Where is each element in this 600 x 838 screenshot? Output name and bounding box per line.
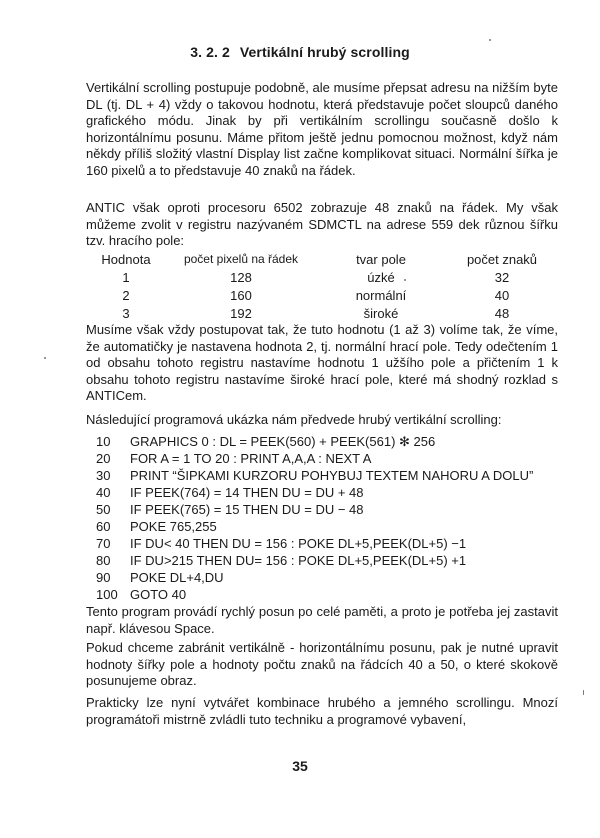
code-line xyxy=(96,535,533,552)
table-header: počet pixelů na řádek xyxy=(183,252,299,266)
paragraph-example-intro: Následující programová ukázka nám předvede hrubý vertikální scrolling: xyxy=(86,412,502,427)
table-cell: 2 xyxy=(122,287,130,303)
line-number: 20 xyxy=(96,451,111,466)
basic-program-listing xyxy=(96,433,533,603)
line-number: 70 xyxy=(96,536,111,551)
table-cell: úzké xyxy=(367,269,395,285)
table-cell: normální xyxy=(355,287,407,303)
line-statement: FOR A = 1 TO 20 : PRINT A,A,A : NEXT A xyxy=(130,451,372,466)
table-row xyxy=(86,268,558,286)
table-header-row xyxy=(86,250,558,268)
page-number: 35 xyxy=(292,758,308,774)
paragraph-antic: ANTIC však oproti procesoru 6502 zobrazuje 48 znaků na řádek. My však můžeme zvolit v registru nazývaném SDMCTL na adrese 559 dek různou šířku tzv. hracího pole: xyxy=(86,200,558,248)
section-heading xyxy=(0,44,600,60)
table-cell: široké xyxy=(363,305,399,321)
code-line xyxy=(96,433,533,450)
table-header: Hodnota xyxy=(101,251,151,267)
line-statement: PRINT “ŠIPKAMI KURZORU POHYBUJ TEXTEM NAHORU A DOLU” xyxy=(130,468,534,483)
table-cell: 48 xyxy=(494,305,510,321)
table-row xyxy=(86,304,558,322)
line-number: 10 xyxy=(96,434,111,449)
line-number: 80 xyxy=(96,553,111,568)
paragraph-prevent-shift: Pokud chceme zabránit vertikálně - horizontálnímu posunu, pak je nutné upravit hodnoty šířky pole a hodnoty počtu znaků na řádcích 40 a 50, o které skokově posunujeme obraz. xyxy=(86,640,558,688)
line-statement: GRAPHICS 0 : DL = PEEK(560) + PEEK(561) ✻ 256 xyxy=(130,434,436,449)
table-cell: 192 xyxy=(230,305,252,321)
code-line xyxy=(96,484,533,501)
line-statement: IF DU>215 THEN DU= 156 : POKE DL+5,PEEK(DL+5) +1 xyxy=(130,553,467,568)
table-header: tvar pole xyxy=(356,251,406,267)
line-statement: POKE DL+4,DU xyxy=(130,570,224,585)
paragraph-intro: Vertikální scrolling postupuje podobně, ale musíme přepsat adresu na nižším byte DL (tj. DL + 4) vždy o takovou hodnotu, která představuje počet sloupců daného grafického módu. Jinak by při vertikálním scrollingu současně došlo k horizontálnímu posunu. Máme přitom ještě jednu pomocnou možnost, když nám někdy příliš složitý vlastní Display list začne komplikovat situaci. Normální šířka je 160 pixelů a to představuje 40 znaků na řádek. xyxy=(86,80,558,178)
line-number: 40 xyxy=(96,485,111,500)
table-row xyxy=(86,286,558,304)
line-statement: GOTO 40 xyxy=(130,587,187,602)
scan-speck xyxy=(404,279,406,281)
table-cell: 40 xyxy=(494,287,510,303)
table-cell: 1 xyxy=(122,269,130,285)
line-statement: IF PEEK(765) = 15 THEN DU = DU − 48 xyxy=(130,502,364,517)
paragraph-program-note: Tento program provádí rychlý posun po celé paměti, a proto je potřeba jej zastavit např. klávesou Space. xyxy=(86,604,558,636)
line-number: 60 xyxy=(96,519,111,534)
code-line xyxy=(96,518,533,535)
line-statement: IF PEEK(764) = 14 THEN DU = DU + 48 xyxy=(130,485,364,500)
code-line xyxy=(96,450,533,467)
code-line xyxy=(96,552,533,569)
line-statement: POKE 765,255 xyxy=(130,519,217,534)
playfield-width-table xyxy=(86,250,558,322)
code-line xyxy=(96,586,533,603)
scan-speck xyxy=(489,39,491,41)
code-line xyxy=(96,569,533,586)
table-cell: 128 xyxy=(230,269,252,285)
table-cell: 32 xyxy=(494,269,510,285)
code-line xyxy=(96,467,533,484)
table-cell: 3 xyxy=(122,305,130,321)
line-number: 50 xyxy=(96,502,111,517)
code-line xyxy=(96,501,533,518)
scan-speck xyxy=(44,357,46,359)
line-number: 100 xyxy=(96,587,118,602)
line-number: 30 xyxy=(96,468,111,483)
section-number: 3. 2. 2 xyxy=(190,44,230,60)
section-title: Vertikální hrubý scrolling xyxy=(239,44,410,60)
scan-speck xyxy=(583,690,584,695)
line-statement: IF DU< 40 THEN DU = 156 : POKE DL+5,PEEK(DL+5) −1 xyxy=(130,536,467,551)
table-cell: 160 xyxy=(230,287,252,303)
paragraph-practical: Prakticky lze nyní vytvářet kombinace hrubého a jemného scrollingu. Mnozí programátoři mistrně zvládli tuto techniku a programové vybavení, xyxy=(86,695,558,727)
line-number: 90 xyxy=(96,570,111,585)
table-header: počet znaků xyxy=(466,251,538,267)
paragraph-procedure: Musíme však vždy postupovat tak, že tuto hodnotu (1 až 3) volíme tak, že víme, že automatičky je nastavena hodnota 2, tj. normální hrací pole. Tedy odečtením 1 od obsahu tohoto registru nastavíme hodnotu 1 užšího pole a přičtením 1 k obsahu tohoto registru nastavíme široké hrací pole, které má shodný rozklad s ANTICem. xyxy=(86,322,558,403)
